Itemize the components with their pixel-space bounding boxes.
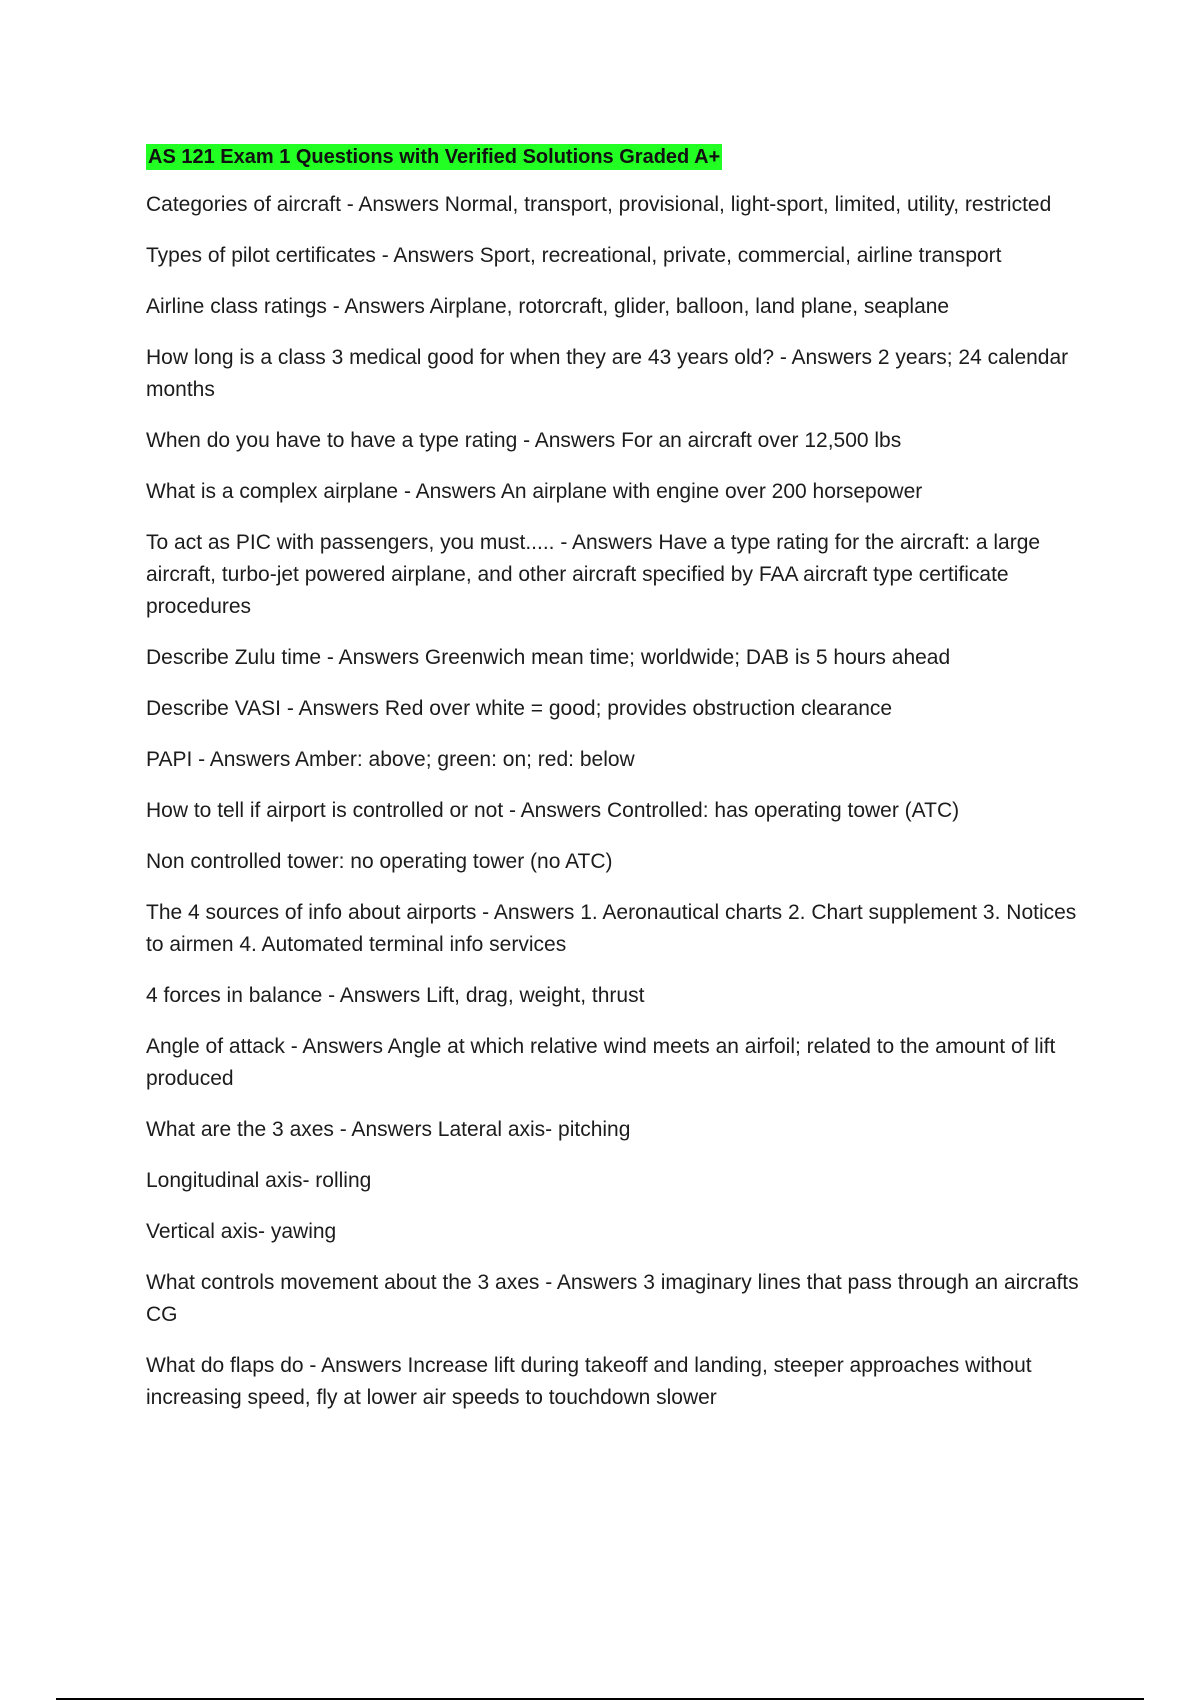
- qa-item: Airline class ratings - Answers Airplane, rotorcraft, glider, balloon, land plane, seaplane: [146, 295, 950, 318]
- qa-item: Describe VASI - Answers Red over white = good; provides obstruction clearance: [146, 697, 893, 720]
- qa-item: Angle of attack - Answers Angle at which relative wind meets an airfoil; related to the amount of lift produced: [146, 1035, 1056, 1090]
- qa-item: What is a complex airplane - Answers An airplane with engine over 200 horsepower: [146, 480, 923, 503]
- qa-item: Longitudinal axis- rolling: [146, 1169, 372, 1192]
- document-page: [146, 144, 1091, 1433]
- document-title: AS 121 Exam 1 Questions with Verified Solutions Graded A+: [148, 146, 721, 168]
- qa-item: How long is a class 3 medical good for when they are 43 years old? - Answers 2 years; 24 calendar months: [146, 346, 1069, 401]
- qa-item: Vertical axis- yawing: [146, 1220, 337, 1243]
- qa-item: 4 forces in balance - Answers Lift, drag, weight, thrust: [146, 984, 645, 1007]
- qa-item: What controls movement about the 3 axes - Answers 3 imaginary lines that pass through an aircrafts CG: [146, 1271, 1079, 1326]
- qa-item: PAPI - Answers Amber: above; green: on; red: below: [146, 748, 635, 771]
- qa-item: Types of pilot certificates - Answers Sport, recreational, private, commercial, airline transport: [146, 244, 1002, 267]
- qa-item: Non controlled tower: no operating tower (no ATC): [146, 850, 613, 873]
- qa-item: What do flaps do - Answers Increase lift during takeoff and landing, steeper approaches without increasing speed, fly at lower air speeds to touchdown slower: [146, 1354, 1032, 1409]
- qa-item: The 4 sources of info about airports - Answers 1. Aeronautical charts 2. Chart supplement 3. Notices to airmen 4. Automated terminal info services: [146, 901, 1077, 956]
- qa-item: How to tell if airport is controlled or not - Answers Controlled: has operating tower (ATC): [146, 799, 960, 822]
- qa-item: Describe Zulu time - Answers Greenwich mean time; worldwide; DAB is 5 hours ahead: [146, 646, 951, 669]
- qa-item: To act as PIC with passengers, you must..... - Answers Have a type rating for the aircraft: a large aircraft, turbo-jet powered airplane, and other aircraft specified by FAA aircraft type certificate procedures: [146, 531, 1041, 618]
- qa-item: When do you have to have a type rating - Answers For an aircraft over 12,500 lbs: [146, 429, 902, 452]
- qa-item: Categories of aircraft - Answers Normal, transport, provisional, light-sport, limited, utility, restricted: [146, 193, 1052, 216]
- qa-item: What are the 3 axes - Answers Lateral axis- pitching: [146, 1118, 631, 1141]
